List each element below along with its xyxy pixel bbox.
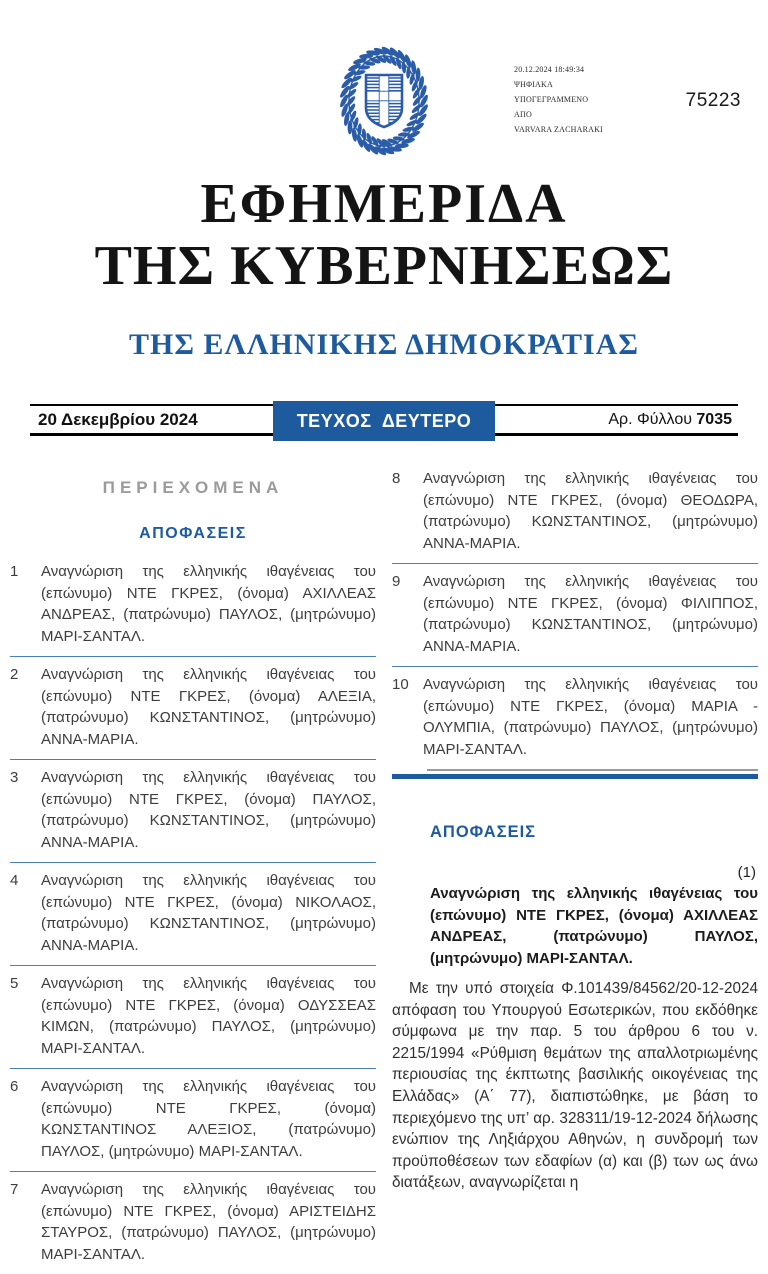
toc-item: [10, 1069, 376, 1172]
greek-coat-of-arms-icon: [336, 38, 432, 164]
gazette-title-line2: ΤΗΣ ΚΥΒΕΡΝΗΣΕΩΣ: [94, 235, 674, 297]
digital-signature-block: [514, 62, 664, 137]
toc-item: [392, 462, 758, 564]
toc-item: [10, 966, 376, 1069]
contents-end-rule: [427, 769, 758, 771]
decision-number: (1): [737, 864, 756, 881]
toc-item-number: 9: [392, 573, 401, 590]
issue-date: 20 Δεκεμβρίου 2024: [38, 409, 198, 429]
signature-line: ΑΠΟ: [514, 110, 532, 119]
toc-item-text: Αναγνώριση της ελληνικής ιθαγένειας του (επώνυμο) ΝΤΕ ΓΚΡΕΣ, (όνομα) ΑΛΕΞΙΑ, (πατρώνυμο) ΚΩΝΣΤΑΝΤΙΝΟΣ, (μητρώνυμο) ΑΝΝΑ-ΜΑΡΙΑ.: [41, 666, 376, 748]
signature-line: ΥΠΟΓΕΓΡΑΜΜΕΝΟ: [514, 95, 589, 104]
right-column: [392, 462, 758, 1192]
contents-header: ΠΕΡΙΕΧΟΜΕΝΑ: [102, 478, 284, 497]
signature-name: VARVARA ZACHARAKI: [514, 125, 603, 134]
toc-item-text: Αναγνώριση της ελληνικής ιθαγένειας του (επώνυμο) ΝΤΕ ΓΚΡΕΣ, (όνομα) ΚΩΝΣΤΑΝΤΙΝΟΣ ΑΛΕΞΙΟΣ, (πατρώνυμο) ΠΑΥΛΟΣ, (μητρώνυμο) ΜΑΡΙ-ΣΑΝΤΑΛ.: [41, 1078, 376, 1160]
toc-item: [10, 760, 376, 863]
toc-item: [10, 863, 376, 966]
toc-item-number: 3: [10, 769, 19, 786]
toc-item-text: Αναγνώριση της ελληνικής ιθαγένειας του (επώνυμο) ΝΤΕ ΓΚΡΕΣ, (όνομα) ΝΙΚΟΛΑΟΣ, (πατρώνυμο) ΚΩΝΣΤΑΝΤΙΝΟΣ, (μητρώνυμο) ΑΝΝΑ-ΜΑΡΙΑ.: [41, 872, 376, 954]
gazette-title-line1: ΕΦΗΜΕΡΙΔΑ: [200, 173, 568, 235]
toc-item-text: Αναγνώριση της ελληνικής ιθαγένειας του (επώνυμο) ΝΤΕ ΓΚΡΕΣ, (όνομα) ΟΔΥΣΣΕΑΣ ΚΙΜΩΝ, (πατρώνυμο) ΠΑΥΛΟΣ, (μητρώνυμο) ΜΑΡΙ-ΣΑΝΤΑΛ.: [41, 975, 376, 1057]
sheet-number: [608, 411, 738, 429]
toc-item: [392, 564, 758, 667]
toc-item-text: Αναγνώριση της ελληνικής ιθαγένειας του (επώνυμο) ΝΤΕ ΓΚΡΕΣ, (όνομα) ΜΑΡΙΑ - ΟΛΥΜΠΙΑ, (πατρώνυμο) ΠΑΥΛΟΣ, (μητρώνυμο) ΜΑΡΙ-ΣΑΝΤΑΛ.: [423, 676, 758, 758]
signature-line: ΨΗΦΙΑΚΑ: [514, 80, 553, 89]
toc-item-number: 10: [392, 676, 409, 693]
decision-body-text: Με την υπό στοιχεία Φ.101439/84562/20-12-2024 απόφαση του Υπουργού Εσωτερικών, που εκδόθηκε σύμφωνα με την παρ. 5 του άρθρου 6 του ν. 2215/1994 «Ρύθμιση θεμάτων της απαλλοτριωμένης περιουσίας της έκπτωτης βασιλικής οικογένειας της Ελλάδας» (Α΄ 77), διαπιστώθηκε, με βάση το περιεχόμενο της υπ’ αρ. 328311/19-12-2024 δήλωσης ενώπιον της Ληξιάρχου Αθηνών, η συνδρομή των προϋποθέσεων των εδαφίων (α) και (β) των ως άνω διατάξεων, αναγνωρίζεται η: [392, 980, 758, 1192]
decision-title: Αναγνώριση της ελληνικής ιθαγένειας του (επώνυμο) ΝΤΕ ΓΚΡΕΣ, (όνομα) ΑΧΙΛΛΕΑΣ ΑΝΔΡΕΑΣ, (πατρώνυμο) ΠΑΥΛΟΣ, (μητρώνυμο) ΜΑΡΙ-ΣΑΝΤΑΛ.: [430, 885, 758, 967]
page-content: [10, 462, 758, 1263]
sheet-number-label: Αρ. Φύλλου: [608, 410, 697, 428]
toc-item-number: 6: [10, 1078, 19, 1095]
decisions-section-title: ΑΠΟΦΑΣΕΙΣ: [430, 823, 537, 841]
toc-item: [392, 667, 758, 769]
toc-item: [10, 554, 376, 657]
sheet-number-value: 7035: [696, 410, 732, 428]
contents-section-title: ΑΠΟΦΑΣΕΙΣ: [139, 525, 247, 542]
toc-item-number: 1: [10, 563, 19, 580]
toc-item-number: 7: [10, 1181, 19, 1198]
issue-type-badge: ΤΕΥΧΟΣ ΔΕΥΤΕΡΟ: [273, 401, 495, 441]
toc-item-number: 2: [10, 666, 19, 683]
gazette-subtitle: ΤΗΣ ΕΛΛΗΝΙΚΗΣ ΔΗΜΟΚΡΑΤΙΑΣ: [128, 328, 640, 361]
toc-item-number: 5: [10, 975, 19, 992]
issue-bar: [30, 404, 738, 436]
section-divider-bar: [392, 774, 758, 779]
toc-item-text: Αναγνώριση της ελληνικής ιθαγένειας του (επώνυμο) ΝΤΕ ΓΚΡΕΣ, (όνομα) ΘΕΟΔΩΡΑ, (πατρώνυμο) ΚΩΝΣΤΑΝΤΙΝΟΣ, (μητρώνυμο) ΑΝΝΑ-ΜΑΡΙΑ.: [423, 470, 758, 552]
toc-item-number: 8: [392, 470, 401, 487]
page-number: 75223: [685, 90, 741, 111]
left-column: [10, 462, 376, 1263]
toc-item-text: Αναγνώριση της ελληνικής ιθαγένειας του (επώνυμο) ΝΤΕ ΓΚΡΕΣ, (όνομα) ΦΙΛΙΠΠΟΣ, (πατρώνυμο) ΚΩΝΣΤΑΝΤΙΝΟΣ, (μητρώνυμο) ΑΝΝΑ-ΜΑΡΙΑ.: [423, 573, 758, 655]
toc-item-text: Αναγνώριση της ελληνικής ιθαγένειας του (επώνυμο) ΝΤΕ ΓΚΡΕΣ, (όνομα) ΑΧΙΛΛΕΑΣ ΑΝΔΡΕΑΣ, (πατρώνυμο) ΠΑΥΛΟΣ, (μητρώνυμο) ΜΑΡΙ-ΣΑΝΤΑΛ.: [41, 563, 376, 645]
signature-timestamp: 20.12.2024 18:49:34: [514, 65, 585, 74]
toc-item-number: 4: [10, 872, 19, 889]
toc-item-text: Αναγνώριση της ελληνικής ιθαγένειας του (επώνυμο) ΝΤΕ ΓΚΡΕΣ, (όνομα) ΠΑΥΛΟΣ, (πατρώνυμο) ΚΩΝΣΤΑΝΤΙΝΟΣ, (μητρώνυμο) ΑΝΝΑ-ΜΑΡΙΑ.: [41, 769, 376, 851]
toc-item-text: Αναγνώριση της ελληνικής ιθαγένειας του (επώνυμο) ΝΤΕ ΓΚΡΕΣ, (όνομα) ΑΡΙΣΤΕΙΔΗΣ ΣΤΑΥΡΟΣ, (πατρώνυμο) ΠΑΥΛΟΣ, (μητρώνυμο) ΜΑΡΙ-ΣΑΝΤΑΛ.: [41, 1181, 376, 1263]
toc-item: [10, 1172, 376, 1274]
toc-item: [10, 657, 376, 760]
